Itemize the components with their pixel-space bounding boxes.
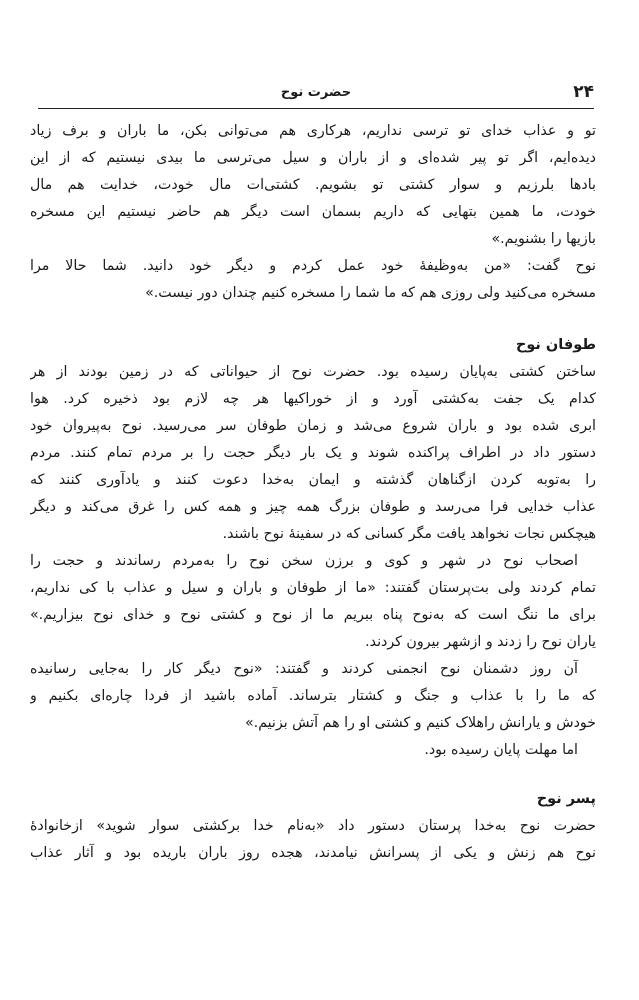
text-line: اصحاب نوح در شهر و کوی و برزن سخن نوح را به‌مردم رساندند و حجت را xyxy=(30,553,578,569)
paragraph xyxy=(30,737,596,764)
page-header xyxy=(38,80,594,109)
text-line: بازیها را بشنویم.» xyxy=(491,231,596,247)
running-title: حضرت نوح xyxy=(280,85,352,100)
page-number: ۲۴ xyxy=(573,82,594,102)
text-line: خودت، ما همین بتهایی که داریم بسمان است دیگر هم حاضر نیستیم این مسخره xyxy=(30,204,596,220)
text-line: ابری شده بود و باران شروع می‌شد و زمان طوفان سر می‌رسید. نوح به‌پیروان خود xyxy=(30,418,596,434)
text-line: آن روز دشمنان نوح انجمنی کردند و گفتند: «نوح دیگر کار را به‌جایی رسانیده xyxy=(30,661,578,677)
paragraph xyxy=(30,656,596,737)
text-line: ساختن کشتی به‌پایان رسیده بود. حضرت نوح از حیواناتی که در زمین بودند از هر xyxy=(30,364,596,380)
text-line: عذاب خدایی فرا می‌رسد و طوفان بزرگ همه چیز و همه کس را غرق می‌کند و دیگر xyxy=(30,499,596,515)
text-line: خودش و یارانش راهلاک کنیم و کشتی او را هم آتش بزنیم.» xyxy=(245,715,596,731)
text-line: نوح گفت: «من به‌وظیفهٔ خود عمل کردم و دیگر خود دانید. شما حالا مرا xyxy=(30,258,596,274)
paragraph xyxy=(30,548,596,656)
text-line: بادها بلرزیم و سوار کشتی تو بشویم. کشتی‌ات مال خودت، خدایت هم مال xyxy=(30,177,596,193)
section-heading: پسر نوح xyxy=(536,791,596,807)
text-line: حضرت نوح به‌خدا پرستان دستور داد «به‌نام خدا برکشتی سوار شوید» ازخانوادهٔ xyxy=(30,818,596,834)
text-line: برای ما ننگ است که به‌نوح پناه ببریم ما از نوح و کشتی نوح و خدای نوح بیزاریم.» xyxy=(30,607,596,623)
text-line: که ما را با عذاب و جنگ و کشتار بترساند. آماده باشید از فردا چاره‌ای بکنیم و xyxy=(30,688,596,704)
spacer xyxy=(30,307,596,332)
paragraph xyxy=(30,359,596,548)
text-line: را به‌توبه کردن ازگناهان گذشته و ایمان به‌خدا دعوت کنند و یادآوری کنند که xyxy=(30,472,596,488)
spacer xyxy=(30,764,596,786)
text-line: یاران نوح را زدند و ازشهر بیرون کردند. xyxy=(365,634,596,650)
paragraph xyxy=(30,118,596,253)
text-line: تمام کردند ولی بت‌پرستان گفتند: «ما از طوفان و باران و سیل و عذاب با کی نداریم، xyxy=(30,580,596,596)
text-line: دستور داد در اطراف پراکنده شوند و یک بار دیگر حجت را بر مردم تمام کنند. مردم xyxy=(30,445,596,461)
text-line: اما مهلت پایان رسیده بود. xyxy=(424,742,578,758)
body-text xyxy=(30,118,596,867)
paragraph xyxy=(30,253,596,307)
text-line: نوح هم زنش و یکی از پسرانش نیامدند، هجده روز باران باریده بود و آثار عذاب xyxy=(30,845,596,861)
paragraph xyxy=(30,813,596,867)
text-line: کدام یک جفت به‌کشتی آورد و از خوراکیها هر چه لازم بود ذخیره کرد. هوا xyxy=(30,391,596,407)
text-line: دیده‌ایم، اگر تو پیر شده‌ای و از باران و سیل می‌ترسی ما بیدی نیستیم که از این xyxy=(30,150,596,166)
text-line: تو و عذاب خدای تو ترسی نداریم، هرکاری هم می‌توانی بکن، ما باران و برف زیاد xyxy=(30,123,596,139)
text-line: مسخره می‌کنید ولی روزی هم که ما شما را مسخره کنیم چندان دور نیست.» xyxy=(145,285,596,301)
section-heading: طوفان نوح xyxy=(515,337,596,353)
text-line: هیچکس نجات نخواهد یافت مگر کسانی که در سفینهٔ نوح باشند. xyxy=(222,526,596,542)
